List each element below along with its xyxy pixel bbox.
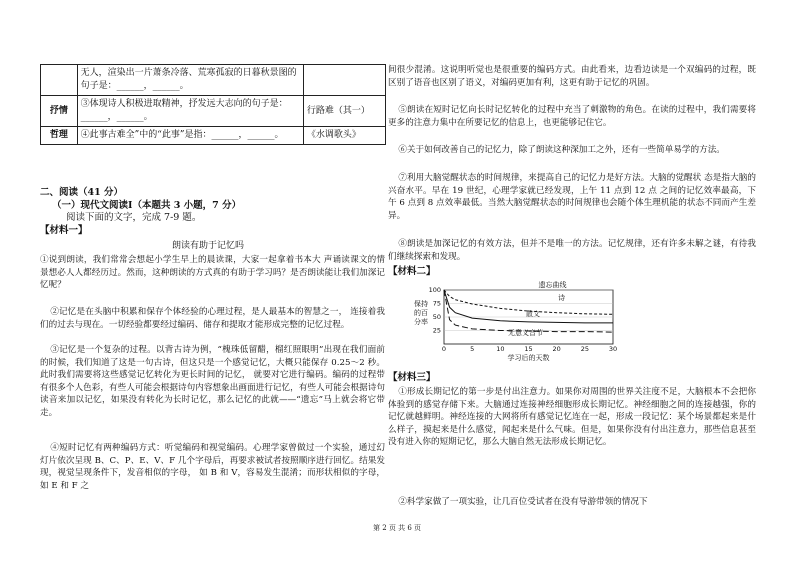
paragraph-5: ⑤朗读在短时记忆向长时记忆转化的过程中充当了刺激物的角色。在读的过程中，我们需要将更多的注意力集中在所要记忆的信息上，也更能够记住它。 [388, 105, 756, 128]
paragraph-7: ⑦利用大脑觉醒状态的时间规律，来提高自己的记忆力是好方法。大脑的觉醒状 态是指大脑的兴奋水平。早在 19 世纪，心理学家就已经发现，上午 11 点到 12 点 之间的记忆效率最高，下午 6 点到 8 点效率最低。当然大脑觉醒状态的时间规律也会随个体生理机能的状态不同而产生差异。 [388, 173, 756, 221]
material3-paragraph-2: ②科学家做了一项实验，让几百位受试者在没有导游带领的情况下 [398, 497, 648, 507]
paragraph-6: ⑥关于如何改善自己的记忆力，除了朗读这种深加工之外，还有一些简单易学的方法。 [398, 145, 725, 155]
table-cell-category: 哲理 [41, 127, 78, 145]
x-tick-label: 5 [470, 345, 475, 353]
subsection-title: （一）现代文阅读Ⅰ（本题共 3 小题，7 分） [52, 200, 242, 211]
table-cell-extra: 行路难（其一） [303, 96, 385, 127]
series-label: 无意义音节 [508, 329, 543, 337]
material2-label: 【材料二】 [388, 266, 436, 277]
chart-title: 遗忘曲线 [538, 281, 567, 289]
series-label: 散文 [526, 310, 540, 318]
x-axis-label: 学习后的天数 [507, 354, 550, 362]
x-tick-label: 20 [552, 345, 561, 353]
y-tick-label: 50 [432, 313, 441, 322]
x-tick-label: 30 [608, 345, 618, 353]
x-tick-label: 0 [441, 345, 447, 353]
x-tick-label: 15 [524, 345, 533, 353]
paragraph-8: ⑧朗读是加深记忆的有效方法，但并不是唯一的方法。记忆规律，还有许多未解之谜，有待我们继续探索和发现。 [388, 239, 756, 262]
paragraph-1: ①说到朗读，我们常常会想起小学生早上的晨读课，大家一起拿着书本大 声诵读课文的情景想必人人都经历过。然而，这种朗读的方式真的有助于学习吗？是否朗读能让我们加深记忆呢？ [40, 255, 385, 291]
paragraph-4: ④短时记忆有两种编码方式：听觉编码和视觉编码。心理学家曾做过一个实验，通过幻灯片依次呈现 B、C、P、E、V、F 几个字母后，再要求被试者按照顺序进行回忆。结果发现，视觉呈现条件下，发音相似的字母， 如 B 和 V，容易发生混淆；而形状相似的字母，如 E 和 F 之 [40, 443, 385, 491]
paragraph-3: ③记忆是一个复杂的过程。以背古诗为例，“槐珠低留醋，榴红照眼明”出现在我们面前的时候，我们知道了这是一句古诗，但这只是一个感觉记忆，大概只能保存 0.25～2 秒。此时我们需要将这些感觉记忆转化为更长时间的记忆， 就要对它进行编码。编码的过程带有很多个人色彩，有些人可能会根据诗句内容想象出画面进行记忆，有些人可能会根据诗句读音来加以记忆，如果没有转化为长时记忆，那么记忆的此就——“遗忘”马上就会将它带走。 [40, 345, 385, 418]
table-cell-category: 抒情 [41, 96, 78, 127]
page-footer: 第 2 页 共 6 页 [372, 524, 422, 532]
y-axis-label-line2: 的百 [414, 309, 428, 317]
table-cell-extra [303, 65, 385, 96]
chart-svg [408, 278, 626, 362]
forgetting-curve-chart [408, 278, 626, 362]
table-row [41, 65, 386, 96]
y-tick-label: 100 [428, 286, 441, 295]
y-axis-label-line1: 保持 [414, 300, 428, 308]
material3-paragraph-1: ①形成长期记忆的第一步是付出注意力。如果你对周围的世界关注度不足，大脑根本不会把你体验到的感觉存储下来。大脑通过连接神经细胞形成长期记忆。神经细胞之间的连接越强，你的记忆就越鲜明。神经连接的大网将所有感觉记忆连在一起，形成一段记忆：某个场景都起来是什么样子，摸起来是什么感觉，闻起来是什么气味。但是，如果你没有付出注意力，那些信息甚至没有进入你的短期记忆，那么大脑自然无法形成长期记忆。 [388, 387, 756, 448]
poetry-table [40, 64, 386, 145]
y-tick-label: 75 [432, 299, 441, 308]
table-cell-text: ③体现诗人积极进取精神，抒发远大志向的句子是：______，______。 [77, 96, 303, 127]
paragraph-4-continued: 间很少混淆。这说明听觉也是很重要的编码方式。由此看来，边看边读是一个双编码的过程，既区别了语音也区别了语义，对编码更加有利，这更有助于记忆的巩固。 [388, 65, 756, 88]
table-cell-text: ④此事古难全”中的“此事”是指：______，______。 [77, 127, 303, 145]
table-row [41, 127, 386, 145]
paragraph-2: ②记忆是在头脑中积累和保存个体经验的心理过程，是人最基本的智慧之一， 连接着我们的过去与现在。一切经验都要经过编码、储存和提取才能形成完整的记忆过程。 [40, 307, 385, 330]
table-cell-text: 无人，渲染出一片萧条冷落、荒寒孤寂的日暮秋景图的句子是：______，______。 [77, 65, 303, 96]
instruction: 阅读下面的文字，完成 7-9 题。 [66, 212, 202, 223]
material3-label: 【材料三】 [388, 372, 436, 383]
x-tick-label: 25 [580, 345, 589, 353]
material1-label: 【材料一】 [40, 225, 88, 236]
section-title: 二、阅读（41 分） [40, 187, 124, 198]
article-title: 朗读有助于记忆吗 [172, 241, 245, 251]
table-cell-extra: 《水调歌头》 [303, 127, 385, 145]
series-label: 诗 [558, 294, 565, 302]
x-tick-label: 10 [496, 345, 505, 353]
y-tick-label: 25 [432, 326, 441, 335]
y-axis-label-line3: 分率 [414, 318, 428, 326]
table-cell-category [41, 65, 78, 96]
table-row [41, 96, 386, 127]
